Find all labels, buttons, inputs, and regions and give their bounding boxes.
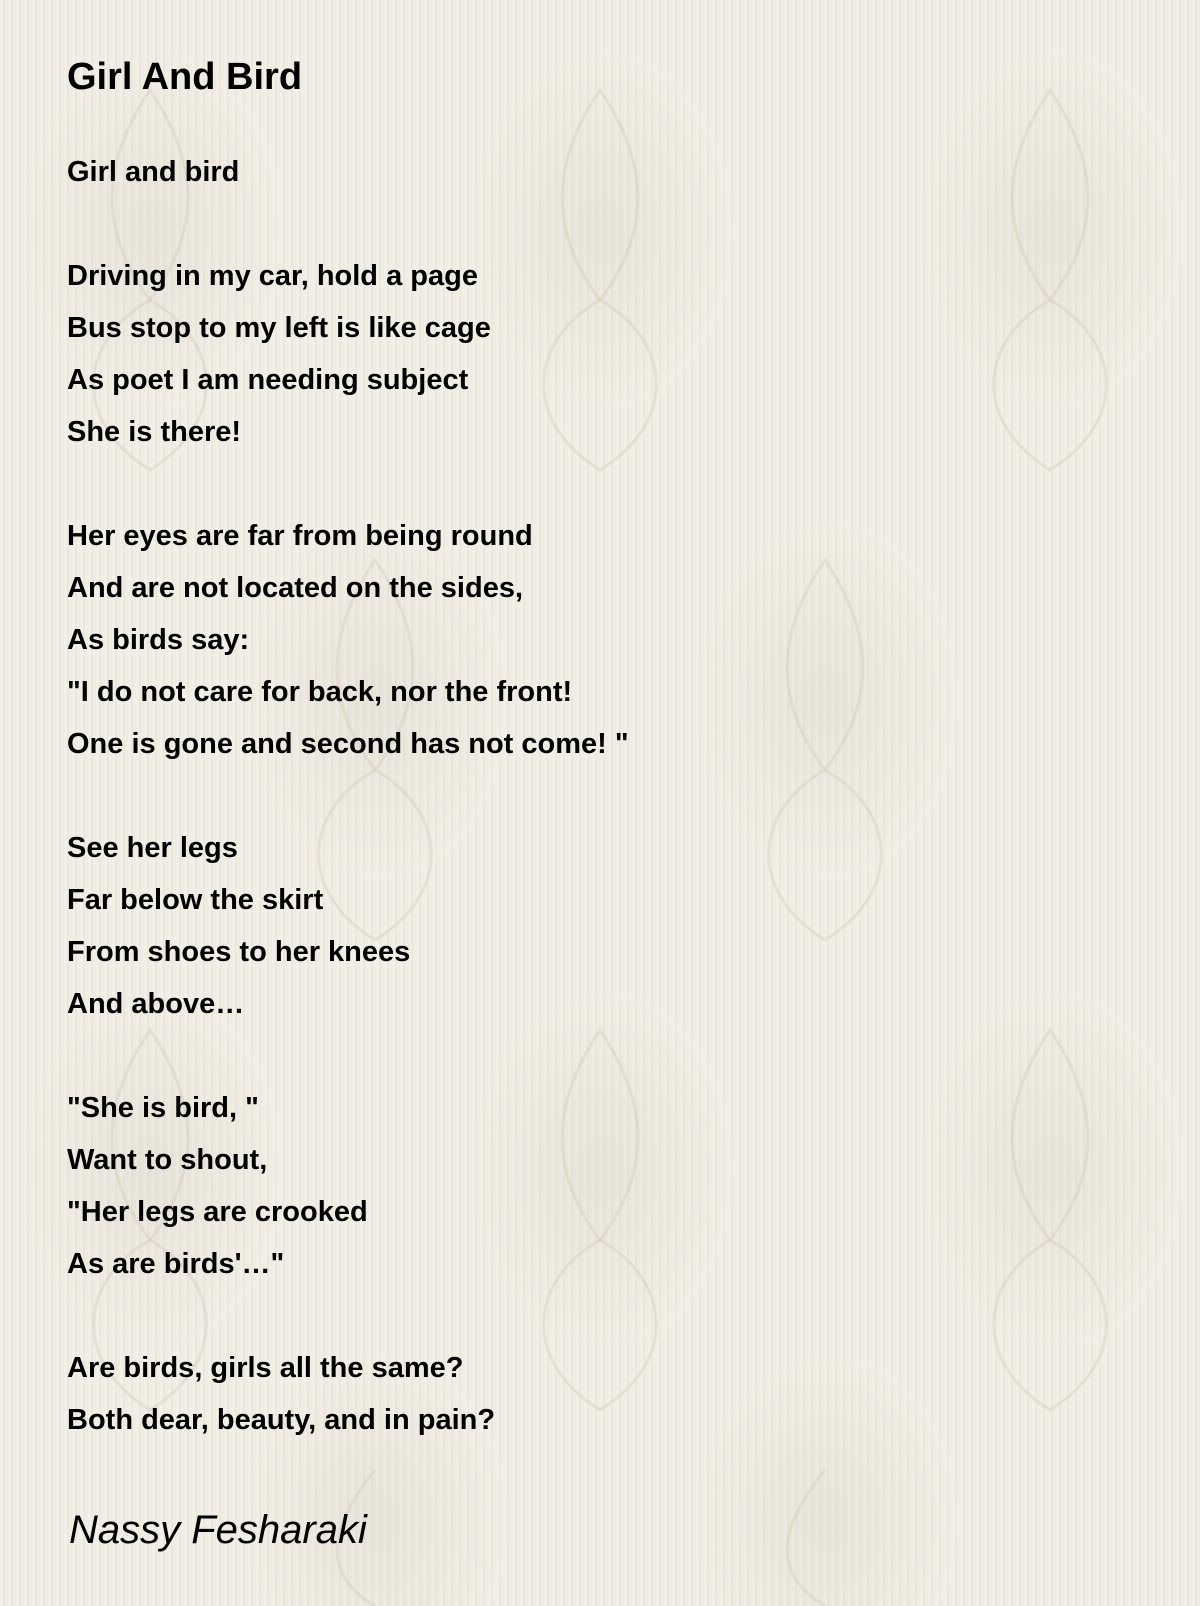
stanza-break bbox=[67, 198, 1147, 250]
poem-line: See her legs bbox=[67, 832, 238, 864]
poem-line: Both dear, beauty, and in pain? bbox=[67, 1404, 496, 1436]
poem-line: "She is bird, " bbox=[67, 1092, 259, 1124]
poem-line: Want to shout, bbox=[67, 1144, 268, 1176]
poem-body bbox=[67, 146, 1147, 1446]
stanza-break bbox=[67, 1030, 1147, 1082]
stanza-break bbox=[67, 1290, 1147, 1342]
poem-line: As birds say: bbox=[67, 624, 250, 656]
stanza-break bbox=[67, 770, 1147, 822]
poem-line: From shoes to her knees bbox=[67, 936, 411, 968]
poem-line: Far below the skirt bbox=[67, 884, 324, 916]
poem-author: Nassy Fesharaki bbox=[69, 1508, 367, 1552]
poem-line: One is gone and second has not come! " bbox=[67, 728, 629, 760]
poem-line: She is there! bbox=[67, 416, 242, 448]
poem-line: And above… bbox=[67, 988, 245, 1020]
poem-line: Her eyes are far from being round bbox=[67, 520, 533, 552]
poem-line: Are birds, girls all the same? bbox=[67, 1352, 464, 1384]
poem-line: Bus stop to my left is like cage bbox=[67, 312, 491, 344]
poem-line: And are not located on the sides, bbox=[67, 572, 524, 604]
poem-line: "Her legs are crooked bbox=[67, 1196, 368, 1228]
poem-line: As poet I am needing subject bbox=[67, 364, 469, 396]
poem-line: As are birds'…" bbox=[67, 1248, 285, 1280]
poem-line: Driving in my car, hold a page bbox=[67, 260, 478, 292]
poem-line: Girl and bird bbox=[67, 156, 240, 188]
stanza-break bbox=[67, 458, 1147, 510]
poem-title: Girl And Bird bbox=[67, 56, 303, 98]
poem-container bbox=[67, 52, 1147, 1446]
poem-line: "I do not care for back, nor the front! bbox=[67, 676, 573, 708]
